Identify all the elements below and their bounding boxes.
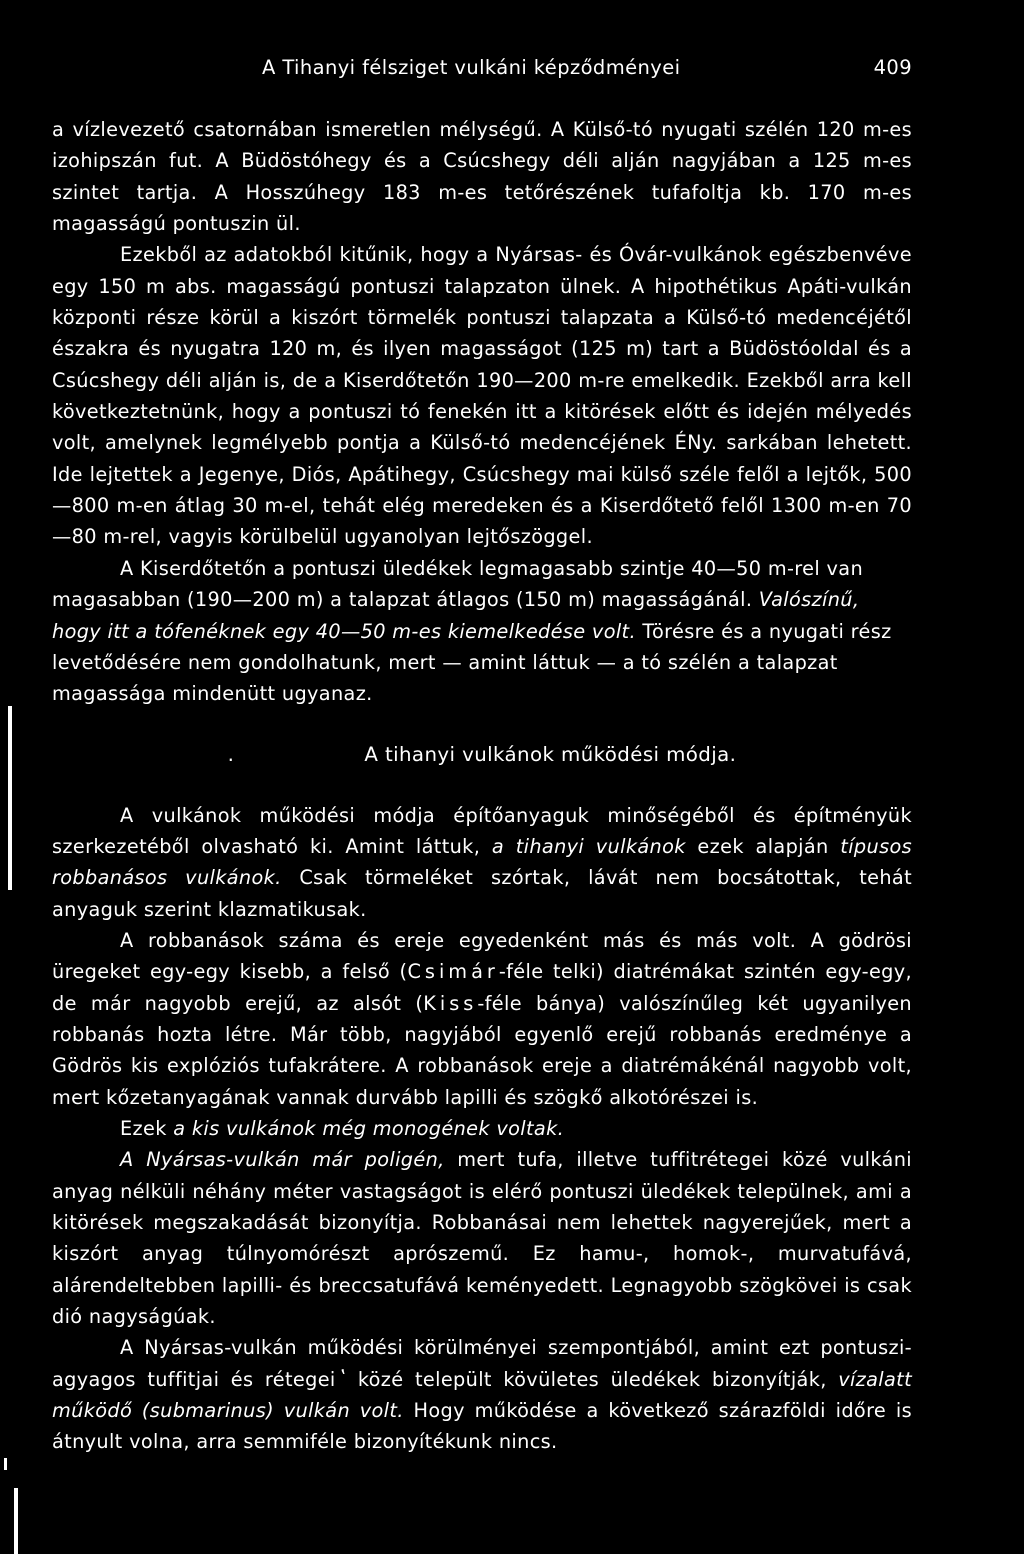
p5-name-kiss: Kiss [423,991,478,1015]
p4-text-d-italic: típusos robbanásos vulkánok. [52,834,913,890]
p4-text-c: ezek alapján [685,834,841,858]
p8-mark: ʽ [335,1367,347,1391]
running-header [52,52,912,84]
p7-text-b: mert tufa, illetve tuffitrétegei közé vulkáni anyag nélküli néhány méter vastagságot is elérő pontuszi üledékek települnek, ami a kitörések megszakadását bizonyítja. Robbanásai nem lehettek nagyerejűek, mert a kiszórt anyag túlnyomórészt aprószemű. Ez hamu-, homok-, murvatufává, alárendeltebben lapilli- és breccsatufává keményedett. Legnagyobb szögkövei is csak dió nagyságúak. [52,1148,912,1329]
p2-text: Ezekből az adatokból kitűnik, hogy a Nyársas- és Óvár-vulkánok egészbenvéve egy 150 m abs. magasságú pontuszi talapzaton ülnek. A hipothétikus Apáti-vulkán központi része körül a kiszórt törmelék pontuszi talapzata a Külső-tó medencéjétől északra és nyugatra 120 m, és ilyen magasságot (125 m) tart a Büdöstóoldal és a Csúcshegy déli alján is, de a Kiserdőtetőn 190—200 m-re emelkedik. Ezekből arra kell következtetnünk, hogy a pontuszi tó fenekén itt a kitörések előtt és idején mélyedés volt, amelynek legmélyebb pontja a Külső-tó medencéjének ÉNy. sarkában lehetett. Ide lejtettek a Jegenye, Diós, Apátihegy, Csúcshegy mai külső széle felől a lejtők, 500—800 m-en átlag 30 m-el, tehát elég meredeken és a Kiserdőtető felől 1300 m-en 70—80 m-rel, vagyis körülbelül ugyanolyan lejtőszöggel. [52,243,912,549]
p8-text-c-italic: vízalatt működő (submarinus) vulkán volt. [52,1367,912,1423]
p5-text-c: -féle telki) diatrémákat szintén egy-egy, de már nagyobb erejű, az alsót ( [52,960,912,1015]
paragraph-3 [52,553,912,710]
margin-mark-1 [8,706,12,890]
p6-text-a: Ezek [120,1116,174,1140]
section-title-text: A tihanyi vulkánok működési módja. [364,742,737,766]
p5-name-csimar: Csimár [407,960,499,984]
running-title: A Tihanyi félsziget vulkáni képződményei [262,56,681,79]
section-title [52,739,912,770]
p8-text-a: A Nyársas-vulkán működési körülményei szempontjából, amint ezt pontuszi-agyagos tuffitjai és rétegei [52,1336,912,1391]
p3-text-b-italic: Valószínű, hogy itt a tófenéknek egy 40—50 m-es kiemelkedése volt. [52,588,860,643]
section-title-mark: . [227,742,235,766]
paragraph-7 [52,1144,912,1332]
p3-text-a: A Kiserdőtetőn a pontuszi üledékek legmagasabb szintje 40—50 m-rel van magasabban (190—200 m) a talapzat átlagos (150 m) magasságánál. [52,556,864,612]
paragraph-2 [52,239,912,552]
page-number: 409 [873,56,912,79]
paragraph-8 [52,1332,912,1457]
p3-text-c: Törésre és a nyugati rész levetődésére nem gondolhatunk, mert — amint láttuk — a tó szélén a talapzat magassága mindenütt ugyanaz. [52,619,892,706]
paragraph-6 [52,1113,912,1144]
paragraph-4 [52,800,912,925]
p8-text-b: közé települt kövületes üledékek bizonyítják, [346,1367,839,1391]
p4-text-e: Csak törmeléket szórtak, lávát nem bocsátottak, tehát anyaguk szerint klazmatikusak. [52,866,912,921]
margin-mark-2 [14,1488,18,1554]
p1-text: a vízlevezető csatornában ismeretlen mélységű. A Külső-tó nyugati szélén 120 m-es izohipszán fut. A Büdöstóhegy és a Csúcshegy déli alján nagyjában a 125 m-es szintet tartja. A Hosszúhegy 183 m-es tetőrészének tufafoltja kb. 170 m-es magasságú pontuszin ül. [52,118,912,236]
margin-mark-3 [4,1458,7,1470]
p4-text-a: A vulkánok működési módja építőanyaguk minőségéből és építményük szerkezetéből olvasható ki. Amint láttuk, [52,803,912,858]
p7-text-a-italic: A Nyársas-vulkán már poligén, [120,1148,445,1172]
paragraph-1 [52,114,912,239]
p5-text-e: -féle bánya) valószínűleg két ugyanilyen robbanás hozta létre. Már több, nagyjából egyenlő erejű robbanás eredménye a Gödrös kis explóziós tufakrátere. A robbanások ereje a diatrémákénál nagyobb volt, mert kőzetanyagának vannak durvább lapilli és szögkő alkotórészei is. [52,991,912,1109]
p4-text-b-italic: a tihanyi vulkánok [491,834,686,858]
p5-text-a: A robbanások száma és ereje egyedenként más és más volt. A gödrösi üregeket egy-egy kisebb, a felső ( [52,928,912,984]
p8-text-d: Hogy működése a következő szárazföldi időre is átnyult volna, arra semmiféle bizonyítékunk nincs. [52,1399,913,1454]
page-body [52,114,912,1458]
p6-text-b-italic: a kis vulkánok még monogének voltak. [173,1116,565,1140]
paragraph-5 [52,925,912,1113]
